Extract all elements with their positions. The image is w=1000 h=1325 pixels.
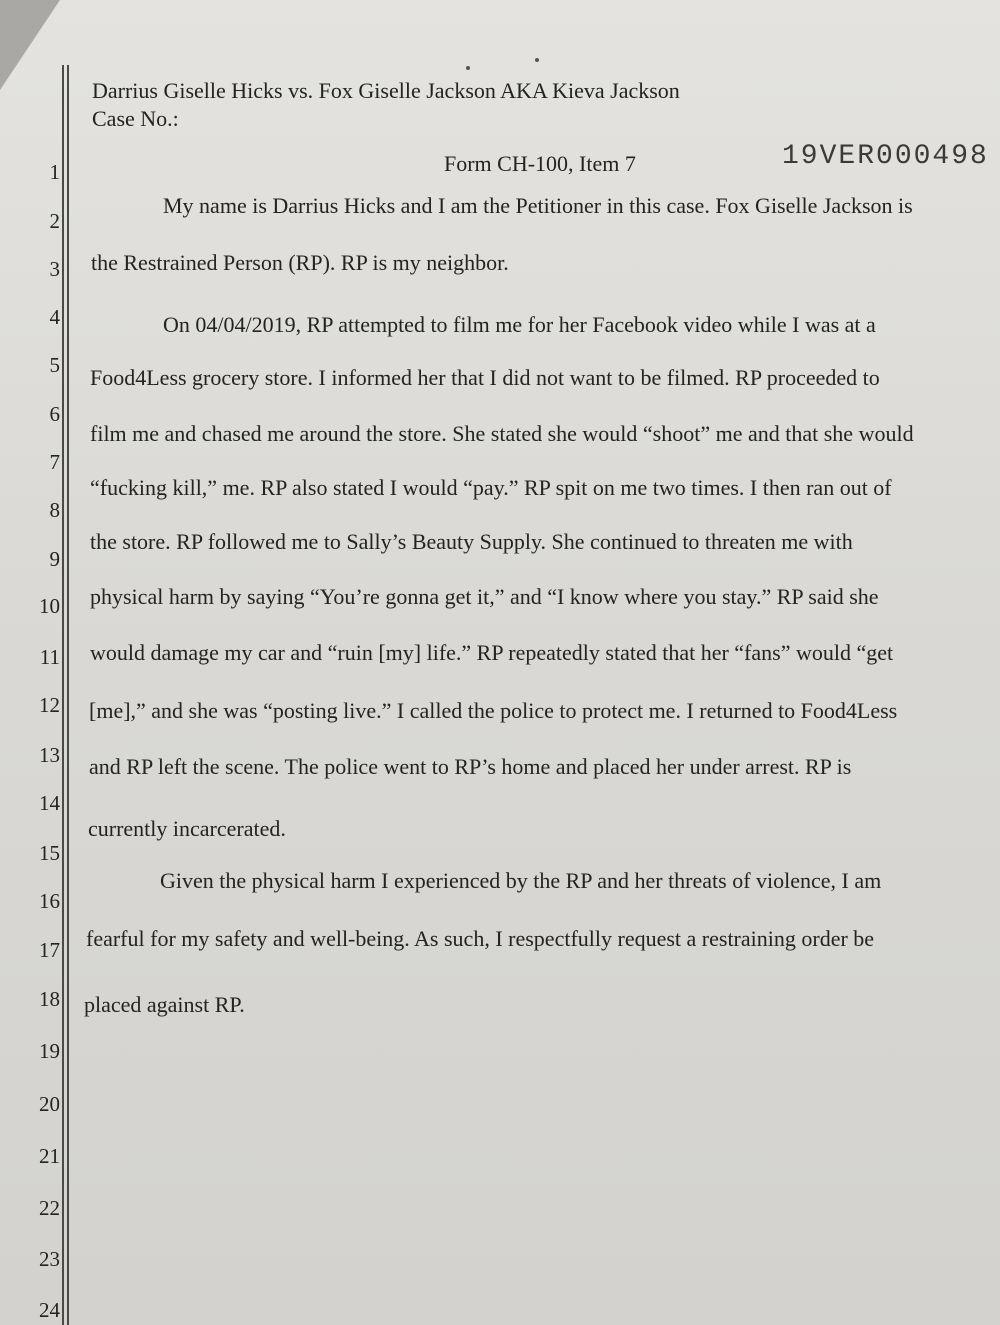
speck-mark [466,66,470,70]
line-number: 1 [49,160,60,184]
line-number: 16 [39,889,60,913]
line-number: 9 [49,547,60,571]
body-text-line: physical harm by saying “You’re gonna get it,” and “I know where you stay.” RP said she [90,584,879,609]
margin-rule-left [62,65,64,1325]
line-number: 24 [39,1298,60,1322]
line-number: 4 [49,305,60,329]
line-number: 13 [39,743,60,767]
body-text-line: On 04/04/2019, RP attempted to film me for her Facebook video while I was at a [163,312,876,337]
form-item-label: Form CH-100, Item 7 [444,151,636,176]
case-stamp-number: 19VER000498 [782,141,989,172]
body-text-line: Given the physical harm I experienced by the RP and her threats of violence, I am [160,868,882,893]
body-text-line: the Restrained Person (RP). RP is my neighbor. [91,250,509,275]
case-title: Darrius Giselle Hicks vs. Fox Giselle Jackson AKA Kieva Jackson [92,78,680,103]
case-number-label: Case No.: [92,106,179,131]
body-text-line: film me and chased me around the store. She stated she would “shoot” me and that she would [90,421,914,446]
line-number: 17 [39,938,60,962]
body-text-line: would damage my car and “ruin [my] life.” RP repeatedly stated that her “fans” would “get [90,640,894,665]
line-number: 2 [49,209,60,233]
line-number: 8 [49,498,60,522]
line-number: 15 [39,841,60,865]
line-number: 7 [49,450,60,474]
line-number: 5 [49,353,60,377]
body-text-line: Food4Less grocery store. I informed her that I did not want to be filmed. RP proceeded to [90,365,880,390]
line-number: 10 [39,594,60,618]
line-number: 21 [39,1144,60,1168]
body-text-line: currently incarcerated. [88,816,286,841]
speck-mark [535,58,539,62]
margin-rule-right [67,65,69,1325]
line-number: 3 [49,257,60,281]
body-text-line: My name is Darrius Hicks and I am the Petitioner in this case. Fox Giselle Jackson is [163,193,913,218]
line-number: 22 [39,1196,60,1220]
body-text-line: placed against RP. [84,992,245,1017]
line-number: 14 [39,791,60,815]
line-number: 19 [39,1039,60,1063]
body-text-line: “fucking kill,” me. RP also stated I would “pay.” RP spit on me two times. I then ran out of [90,475,892,500]
line-number: 6 [49,402,60,426]
line-number: 20 [39,1092,60,1116]
line-number: 18 [39,987,60,1011]
line-number: 12 [39,693,60,717]
line-number: 23 [39,1247,60,1271]
line-number-column [20,0,60,1325]
body-text-line: the store. RP followed me to Sally’s Beauty Supply. She continued to threaten me with [90,529,853,554]
body-text-line: and RP left the scene. The police went to RP’s home and placed her under arrest. RP is [89,754,852,779]
body-text-line: fearful for my safety and well-being. As such, I respectfully request a restraining order be [86,926,875,951]
line-number: 11 [39,645,60,669]
body-text-line: [me],” and she was “posting live.” I called the police to protect me. I returned to Food4Less [89,698,898,723]
